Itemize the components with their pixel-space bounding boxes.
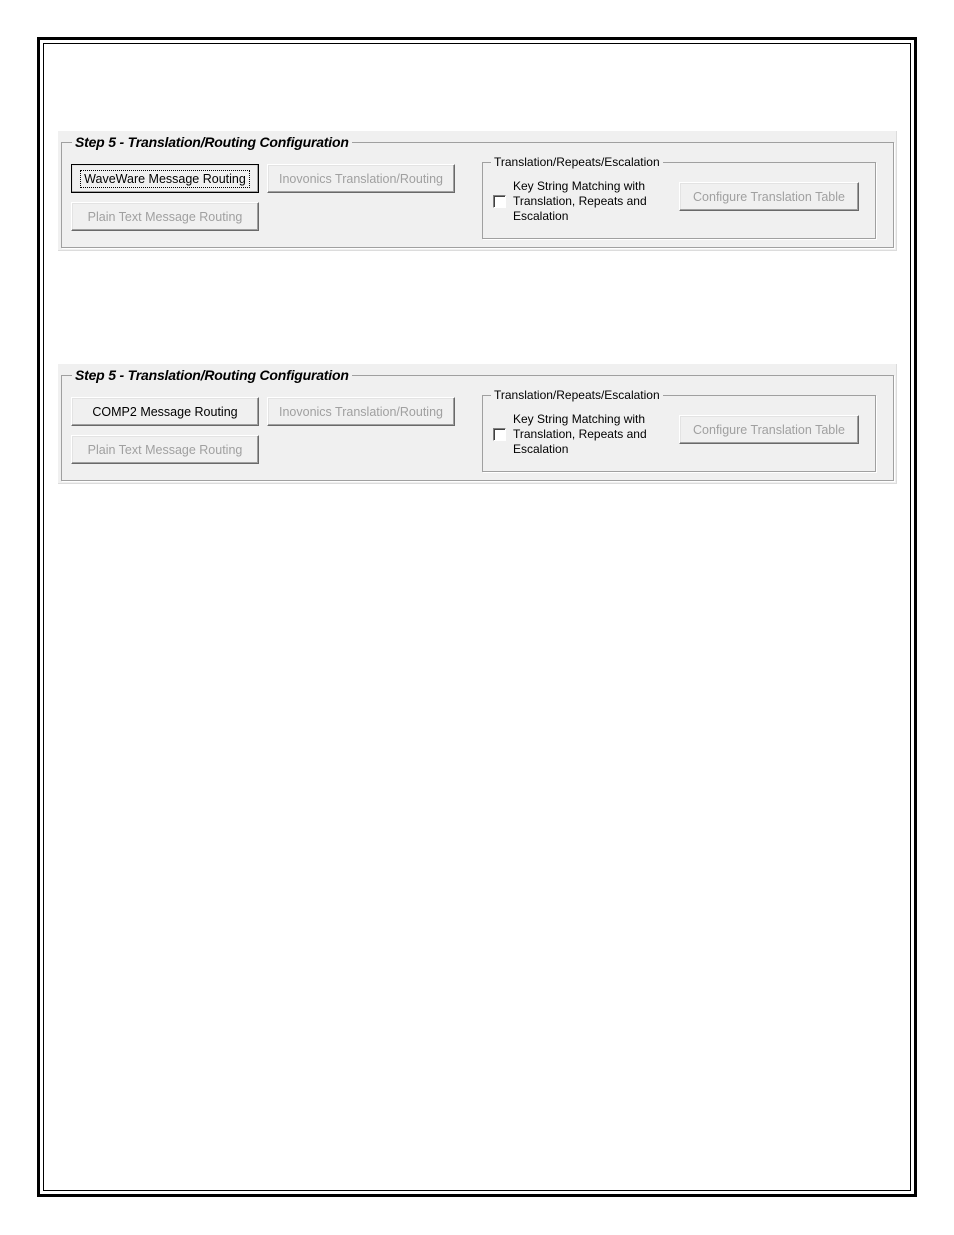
plaintext-routing-label: Plain Text Message Routing (87, 442, 243, 457)
comp2-routing-label: COMP2 Message Routing (92, 404, 238, 419)
inovonics-routing-button[interactable] (267, 164, 455, 193)
key-string-checkbox[interactable] (493, 195, 506, 208)
waveware-routing-button[interactable] (71, 164, 259, 193)
key-string-checkbox[interactable] (493, 428, 506, 441)
translation-groupbox (482, 388, 876, 472)
configure-translation-button[interactable] (679, 182, 859, 211)
key-string-checkbox-label: Key String Matching with Translation, Repeats and Escalation (513, 179, 647, 223)
translation-groupbox (482, 155, 876, 239)
translation-group-title: Translation/Repeats/Escalation (491, 388, 663, 402)
config-panel-waveware (58, 131, 897, 251)
configure-translation-button[interactable] (679, 415, 859, 444)
plaintext-routing-label: Plain Text Message Routing (87, 209, 243, 224)
configure-translation-label: Configure Translation Table (693, 189, 845, 204)
inovonics-routing-label: Inovonics Translation/Routing (279, 171, 443, 186)
comp2-routing-button[interactable] (71, 397, 259, 426)
plaintext-routing-button[interactable] (71, 435, 259, 464)
configure-translation-label: Configure Translation Table (693, 422, 845, 437)
waveware-routing-label: WaveWare Message Routing (80, 170, 250, 188)
translation-group-title: Translation/Repeats/Escalation (491, 155, 663, 169)
key-string-checkbox-label: Key String Matching with Translation, Repeats and Escalation (513, 412, 647, 456)
inovonics-routing-button[interactable] (267, 397, 455, 426)
step5-title: Step 5 - Translation/Routing Configuration (72, 134, 352, 150)
plaintext-routing-button[interactable] (71, 202, 259, 231)
config-panel-comp2 (58, 364, 897, 484)
inovonics-routing-label: Inovonics Translation/Routing (279, 404, 443, 419)
step5-title: Step 5 - Translation/Routing Configuration (72, 367, 352, 383)
